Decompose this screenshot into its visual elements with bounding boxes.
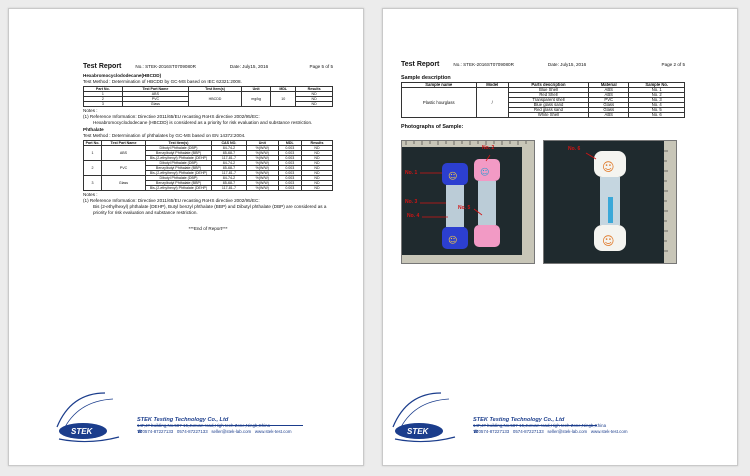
fax: 0574-87227133 xyxy=(512,428,544,434)
table-cell: Dibutyl Phthalate (DBP) xyxy=(146,161,212,166)
table-header: Sample name xyxy=(402,83,477,88)
photo-label: No. 6 xyxy=(568,146,581,152)
table-cell: 84-74-2 xyxy=(212,161,247,166)
table-cell: No. 5 xyxy=(629,108,685,113)
table-cell: 10 xyxy=(271,92,296,107)
table-cell: Dibutyl Phthalate (DBP) xyxy=(146,146,212,151)
hourglass-photo-2 xyxy=(544,141,677,264)
table-cell: 117-81-7 xyxy=(212,171,247,176)
table-cell: 2 xyxy=(84,97,123,102)
table-cell: 0.003 xyxy=(278,186,301,191)
svg-text:☺: ☺ xyxy=(602,160,615,174)
table-header: Test Item(s) xyxy=(146,141,212,146)
report-page-2 xyxy=(382,8,738,466)
table-cell: 1 xyxy=(84,92,123,97)
table-cell: 2 xyxy=(84,161,102,176)
table-cell: 84-74-2 xyxy=(212,176,247,181)
table-cell: 117-81-7 xyxy=(212,186,247,191)
table-cell: ND xyxy=(301,171,332,176)
end-of-report: ***End of Report*** xyxy=(188,226,228,231)
table-cell: Transparent shell xyxy=(508,98,588,103)
svg-text:☺: ☺ xyxy=(448,172,458,182)
sample-photo-front xyxy=(401,140,535,264)
table-cell: ND xyxy=(296,92,333,97)
photos-heading: Photographs of Sample: xyxy=(401,124,464,130)
footer-text xyxy=(137,418,291,434)
page-footer xyxy=(53,387,343,447)
sample-photos xyxy=(401,140,685,264)
company-name: STEK Testing Technology Co., Ltd xyxy=(473,417,565,423)
table-cell: ND xyxy=(296,97,333,102)
table-header: Material xyxy=(589,83,629,88)
table-cell: 0.003 xyxy=(278,181,301,186)
table-cell: ND xyxy=(301,156,332,161)
report-date: Date: July15, 2016 xyxy=(547,62,587,67)
photo-label: No. 3 xyxy=(405,199,418,205)
photo-label: No. 5 xyxy=(458,205,471,211)
table-cell: Red Shell xyxy=(508,93,588,98)
report-number: No.: STEK-2016ST0709080R xyxy=(135,64,196,69)
table-cell: Glass xyxy=(589,103,629,108)
table-cell: Dibutyl Phthalate (DBP) xyxy=(146,176,212,181)
table-header: Part No. xyxy=(84,87,123,92)
table-cell: ND xyxy=(296,102,333,107)
svg-text:☺: ☺ xyxy=(448,236,458,246)
phthalate-table xyxy=(83,140,333,191)
table-cell: 3 xyxy=(84,102,123,107)
table-cell: No. 1 xyxy=(629,88,685,93)
table-cell: 1 xyxy=(84,146,102,161)
table-cell: %(W/W) xyxy=(246,181,278,186)
table-cell: ND xyxy=(301,146,332,151)
svg-text:☺: ☺ xyxy=(480,168,490,178)
table-header: Parts description xyxy=(508,83,588,88)
table-cell: / xyxy=(476,88,508,118)
table-cell: Plastic hourglass xyxy=(402,88,477,118)
phone-icon: ☎ xyxy=(473,428,479,434)
table-cell: 0.003 xyxy=(278,176,301,181)
company-contacts xyxy=(473,429,627,434)
svg-text:☺: ☺ xyxy=(602,234,615,248)
table-cell: 0.003 xyxy=(278,171,301,176)
table-header: Unit xyxy=(241,87,270,92)
table-cell: ABS xyxy=(102,146,146,161)
table-header: Unit xyxy=(246,141,278,146)
sample-heading: Sample description xyxy=(401,75,451,81)
table-cell: Glass xyxy=(589,108,629,113)
page-header xyxy=(401,61,685,71)
report-number: No.: STEK-2016ST0709080R xyxy=(453,62,514,67)
page-footer xyxy=(389,387,717,447)
table-cell: ABS xyxy=(589,88,629,93)
table-cell: No. 6 xyxy=(629,113,685,118)
company-name: STEK Testing Technology Co., Ltd xyxy=(137,417,229,423)
svg-text:STEK: STEK xyxy=(407,427,429,436)
hourglass-photo-1 xyxy=(402,141,535,264)
notes-label: Notes : xyxy=(83,192,98,197)
table-header: MDL xyxy=(278,141,301,146)
report-page-5 xyxy=(8,8,364,466)
table-cell: %(W/W) xyxy=(246,186,278,191)
table-cell: Bis-(2-ethylhexyl) Phthalate (DEHP) xyxy=(146,171,212,176)
table-cell: %(W/W) xyxy=(246,166,278,171)
table-cell: ND xyxy=(301,166,332,171)
table-header: MDL xyxy=(271,87,296,92)
stek-logo-icon xyxy=(53,387,127,445)
table-cell: PVC xyxy=(122,97,189,102)
table-header: Test Item(s) xyxy=(189,87,242,92)
table-cell: No. 4 xyxy=(629,103,685,108)
table-cell: 0.003 xyxy=(278,156,301,161)
table-cell: %(W/W) xyxy=(246,171,278,176)
notes-label: Notes : xyxy=(83,108,98,113)
table-cell: 0.003 xyxy=(278,146,301,151)
phthalate-method: Test Method : Determination of phthalates by GC-MS based on EN 14372:2004. xyxy=(83,133,246,138)
company-address: 14F,J# building,No.587-15,Junxan road,High-tech Zone,Ningb,China xyxy=(473,423,607,429)
photo-label: No. 1 xyxy=(405,170,418,176)
sample-photo-white xyxy=(543,140,677,264)
table-cell: No. 3 xyxy=(629,98,685,103)
phthalate-heading: Phthalate xyxy=(83,127,104,132)
note-text: Bis (2-ethylhexyl) phthalate (DEHP), Butyl benzyl phthalate (BBP) and Dibutyl phthalate (DBP) are considered as a priority for risk evaluation and substance restriction. xyxy=(93,204,327,215)
email: seller@stek-lab.com xyxy=(211,428,252,434)
table-cell: Red glass sand xyxy=(508,108,588,113)
table-cell: Benzylbutyl Phthalate (BBP) xyxy=(146,151,212,156)
phone: 0574-87227133 xyxy=(142,428,174,434)
photo-label: No. 4 xyxy=(407,213,420,219)
stek-logo-icon xyxy=(389,387,463,445)
table-header: Test Part Name xyxy=(122,87,189,92)
table-cell: ND xyxy=(301,186,332,191)
table-cell: HBCDD xyxy=(189,92,242,107)
table-cell: 0.003 xyxy=(278,161,301,166)
table-cell: No. 2 xyxy=(629,93,685,98)
table-cell: Glass xyxy=(102,176,146,191)
table-cell: Bis-(2-ethylhexyl) Phthalate (DEHP) xyxy=(146,186,212,191)
company-address: 14F,J# building,No.587-15,Junxan road,High-tech Zone,Ningb,China xyxy=(137,423,271,429)
table-cell: White Shell xyxy=(508,113,588,118)
table-cell: ABS xyxy=(589,93,629,98)
hbcdd-heading: Hexabromocyclododecane(HBCDD) xyxy=(83,73,162,78)
table-header: Sample No. xyxy=(629,83,685,88)
table-cell: 85-68-7 xyxy=(212,151,247,156)
table-header: CAS NO. xyxy=(212,141,247,146)
hbcdd-method: Test Method : Determination of HBCDD by GC-MS based on IEC 62321:2008. xyxy=(83,79,242,84)
table-cell: 84-74-2 xyxy=(212,146,247,151)
table-header: Results xyxy=(296,87,333,92)
table-cell: ABS xyxy=(589,113,629,118)
table-cell: ND xyxy=(301,176,332,181)
table-header: Test Part Name xyxy=(102,141,146,146)
table-cell: 3 xyxy=(84,176,102,191)
table-header: Results xyxy=(301,141,332,146)
table-cell: Blue Shell xyxy=(508,88,588,93)
table-cell: 85-68-7 xyxy=(212,166,247,171)
note-text: (1) Reference Information: Directive 2011/65/EU recasting RoHS directive 2002/95/EC: xyxy=(83,114,260,119)
fax: 0574-87227133 xyxy=(176,428,208,434)
page-number: Page 5 of 5 xyxy=(309,64,333,69)
website: www.stek-test.com xyxy=(590,428,628,434)
table-cell: mg/kg xyxy=(241,92,270,107)
page-header xyxy=(83,63,333,73)
table-cell: PVC xyxy=(589,98,629,103)
email: seller@stek-lab.com xyxy=(547,428,588,434)
table-cell: PVC xyxy=(102,161,146,176)
table-cell: 0.003 xyxy=(278,151,301,156)
table-cell: Glass xyxy=(122,102,189,107)
table-cell: %(W/W) xyxy=(246,156,278,161)
table-cell: 85-68-7 xyxy=(212,181,247,186)
table-cell: Benzylbutyl Phthalate (BBP) xyxy=(146,166,212,171)
page-number: Page 2 of 5 xyxy=(661,62,685,67)
table-cell: %(W/W) xyxy=(246,161,278,166)
table-cell: ND xyxy=(301,151,332,156)
company-contacts xyxy=(137,429,291,434)
table-cell: ND xyxy=(301,181,332,186)
report-title: Test Report xyxy=(83,63,122,70)
report-date: Date: July15, 2016 xyxy=(229,64,269,69)
table-cell: Benzylbutyl Phthalate (BBP) xyxy=(146,181,212,186)
note-text: Hexabromocyclododecane (HBCDD) is considered as a priority for risk evaluation and substance restriction. xyxy=(93,120,313,125)
website: www.stek-test.com xyxy=(254,428,292,434)
table-cell: Bis-(2-ethylhexyl) Phthalate (DEHP) xyxy=(146,156,212,161)
note-text: (1) Reference Information: Directive 2011/65/EU recasting RoHS directive 2002/95/EC: xyxy=(83,198,260,203)
table-cell: 0.003 xyxy=(278,166,301,171)
sample-table xyxy=(401,82,685,118)
table-header: Model xyxy=(476,83,508,88)
page-content xyxy=(83,73,333,232)
photo-label: No. 2 xyxy=(482,145,495,151)
table-cell: ABS xyxy=(122,92,189,97)
table-cell: Blue glass sand xyxy=(508,103,588,108)
svg-text:STEK: STEK xyxy=(71,427,93,436)
report-title: Test Report xyxy=(401,61,440,68)
table-cell: %(W/W) xyxy=(246,151,278,156)
page-content xyxy=(401,71,685,264)
table-header: Part No. xyxy=(84,141,102,146)
table-cell: %(W/W) xyxy=(246,146,278,151)
table-cell: 117-81-7 xyxy=(212,156,247,161)
phone: 0574-87227133 xyxy=(478,428,510,434)
hbcdd-table xyxy=(83,86,333,107)
table-cell: %(W/W) xyxy=(246,176,278,181)
phone-icon: ☎ xyxy=(137,428,143,434)
table-cell: ND xyxy=(301,161,332,166)
footer-text xyxy=(473,418,627,434)
